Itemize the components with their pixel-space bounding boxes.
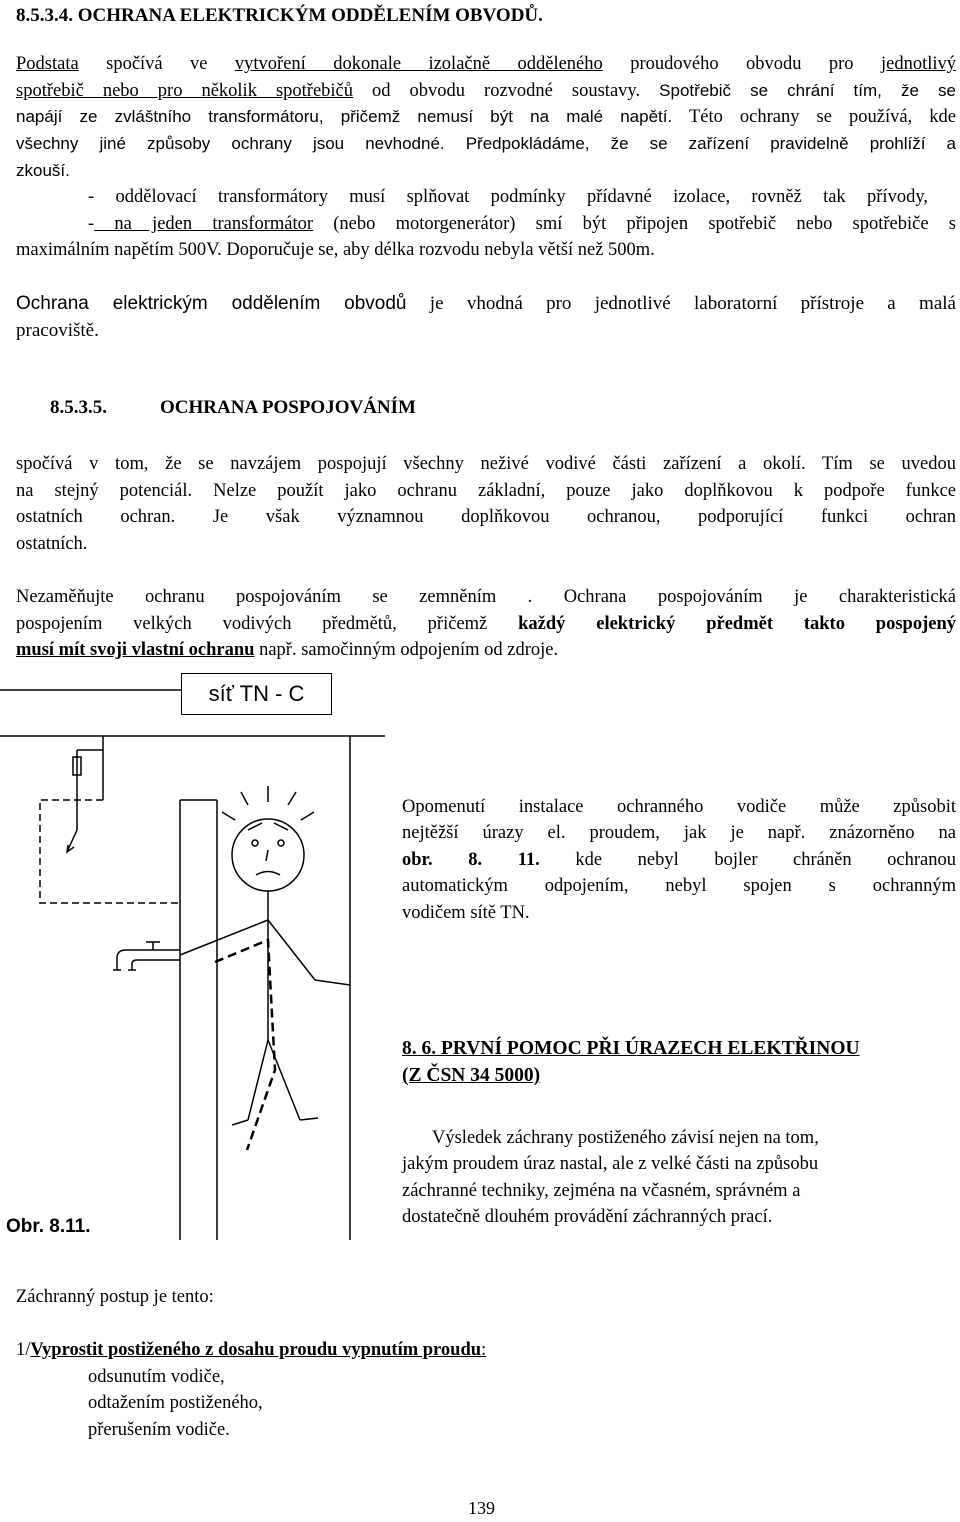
section-heading-86: 8. 6. PRVNÍ POMOC PŘI ÚRAZECH ELEKTŘINOU [402, 1038, 860, 1059]
paragraph-line: ostatních. [16, 534, 88, 554]
figure-reference: obr. 8. 11. [402, 850, 540, 870]
text-span: od obvodu rozvodné soustavy. [353, 81, 641, 101]
paragraph-line [16, 51, 956, 78]
text-span: Spotřebič se chrání tím, že se [640, 81, 956, 100]
rescue-list-item: přerušením vodiče. [88, 1420, 230, 1440]
paragraph-line: na stejný potenciál. Nelze použít jako ochranu základní, pouze jako doplňkovou k podpoře funkce [16, 481, 956, 501]
paragraph-line: dostatečně dlouhém provádění záchranných prací. [402, 1207, 773, 1227]
person-head [232, 819, 304, 891]
text-span: Ochrana elektrickým oddělením obvodů [16, 293, 407, 314]
text-span: pospojením velkých vodivých předmětů, přičemž [16, 614, 519, 634]
text-span: je vhodná pro jednotlivé laboratorní přístroje a malá [406, 293, 956, 314]
paragraph-line: ostatních ochran. Je však významnou doplňkovou ochranou, podporující funkci ochran [16, 507, 956, 527]
section-title-8535: OCHRANA POSPOJOVÁNÍM [160, 397, 416, 418]
rescue-list-item: odsunutím vodiče, [88, 1367, 225, 1387]
dashed-enclosure [40, 800, 180, 903]
rescue-step-1 [16, 1337, 486, 1364]
text-span: proudového obvodu pro [602, 54, 881, 74]
page-number: 139 [468, 1498, 495, 1518]
figure-text-line: vodičem sítě TN. [402, 903, 530, 923]
paragraph-line [16, 78, 956, 105]
paragraph-line: Výsledek záchrany postiženého závisí nejen na tom, [432, 1128, 819, 1148]
text-span: např. samočinným odpojením od zdroje. [254, 640, 559, 660]
paragraph-line [16, 637, 558, 664]
underlined-term: na jeden transformátor [94, 214, 314, 234]
paragraph-line [16, 291, 956, 318]
shock-ray [288, 792, 296, 805]
section-heading-8534: 8.5.3.4. OCHRANA ELEKTRICKÝM ODDĚLENÍM OBVODŮ. [16, 5, 543, 26]
section-heading-86-standard: (Z ČSN 34 5000) [402, 1065, 541, 1086]
text-span: kde nebyl bojler chráněn ochranou [539, 850, 957, 870]
bold-underlined-text: musí mít svoji vlastní ochranu [16, 640, 255, 660]
underlined-term: Podstata [16, 54, 79, 74]
paragraph-line: Nezaměňujte ochranu pospojováním se zemněním . Ochrana pospojováním je charakteristická [16, 587, 956, 607]
figure-caption: Obr. 8.11. [6, 1216, 91, 1237]
rescue-intro: Záchranný postup je tento: [16, 1287, 214, 1307]
text-span: napájí ze zvláštního transformátoru, přičemž nemusí být na malé napětí. [16, 107, 673, 126]
rescue-list-item: odtažením postiženého, [88, 1393, 263, 1413]
text-span: : [481, 1340, 487, 1360]
figure-text-line: automatickým odpojením, nebyl spojen s ochranným [402, 876, 956, 896]
paragraph-line: zkouší. [16, 161, 70, 180]
text-span: (nebo motorgenerátor) smí být připojen spotřebič nebo spotřebiče s [313, 214, 956, 234]
underlined-term: vytvoření dokonale izolačně odděleného [234, 54, 603, 74]
network-type-label: síť TN - C [181, 673, 332, 715]
bullet-line [88, 211, 956, 238]
person-arm [268, 920, 315, 980]
step-number: 1/ [16, 1340, 31, 1360]
shock-ray [222, 812, 235, 820]
underlined-term: spotřebič nebo pro několik spotřebičů [16, 81, 354, 101]
paragraph-line: záchranné techniky, zejména na včasném, správném a [402, 1181, 801, 1201]
person-leg [248, 1040, 268, 1120]
electric-shock-diagram [0, 680, 385, 1240]
figure-text-line [402, 847, 956, 874]
text-span: - [88, 214, 95, 234]
bold-text: každý elektrický předmět takto pospojený [518, 614, 956, 634]
paragraph-line: spočívá v tom, že se navzájem pospojují všechny neživé vodivé části zařízení a okolí. Tím se uvedou [16, 454, 956, 474]
person-arm [180, 920, 268, 955]
paragraph-line: jakým proudem úraz nastal, ale z velké části na způsobu [402, 1154, 819, 1174]
text-span: spočívá ve [78, 54, 235, 74]
section-number-8535: 8.5.3.5. [50, 397, 107, 418]
shock-ray [241, 792, 248, 805]
shock-ray [301, 812, 314, 820]
paragraph-line [16, 104, 956, 131]
step-title: Vyprostit postiženého z dosahu proudu vypnutím proudu [30, 1340, 482, 1360]
paragraph-line: pracoviště. [16, 320, 99, 341]
bullet-line: - oddělovací transformátory musí splňovat podmínky přídavné izolace, rovněž tak přívody, [88, 187, 928, 207]
figure-text-line: Opomenutí instalace ochranného vodiče může způsobit [402, 797, 956, 817]
paragraph-line: maximálním napětím 500V. Doporučuje se, aby délka rozvodu nebyla větší než 500m. [16, 240, 655, 260]
paragraph-line: všechny jiné způsoby ochrany jsou nevhodné. Předpokládáme, že se zařízení pravidelně prohlíží a [16, 134, 956, 153]
underlined-term: jednotlivý [880, 54, 956, 74]
figure-text-line: nejtěžší úrazy el. proudem, jak je např. znázorněno na [402, 823, 956, 843]
text-span: Této ochrany se používá, kde [672, 107, 956, 127]
paragraph-line [16, 611, 956, 638]
